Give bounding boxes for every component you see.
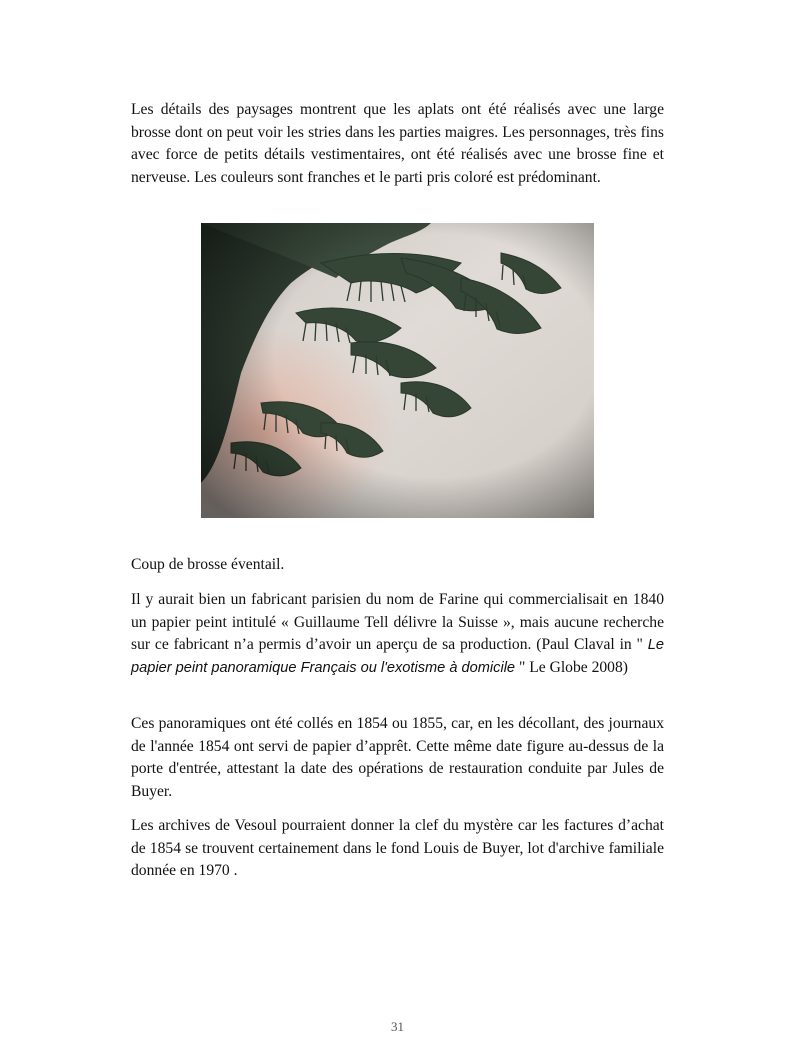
paragraph-dating-1854: Ces panoramiques ont été collés en 1854 ou 1855, car, en les décollant, des journaux de l'année 1854 ont servi de papier d’apprêt. Cette même date figure au-dessus de la porte d'entrée, attestant la date des opérations de restauration conduite par Jules de Buyer. [131, 715, 664, 800]
paragraph-farine-text-a: Il y aurait bien un fabricant parisien du nom de Farine qui commercialisait en 1840 un papier peint intitulé « Guillaume Tell délivre la Suisse », mais aucune recherche sur ce fabricant n’a permis d’avoir un aperçu de sa production. (Paul Claval in " [131, 591, 664, 653]
paragraph-farine-manufacturer [131, 589, 664, 679]
wallpaper-photo [201, 223, 594, 518]
photo-caption: Coup de brosse éventail. [131, 556, 285, 573]
paragraph-vesoul-archives: Les archives de Vesoul pourraient donner la clef du mystère car les factures d’achat de 1854 se trouvent certainement dans le fond Louis de Buyer, lot d'archive familiale donnée en 1970 . [131, 817, 664, 879]
book-title-citation: Le papier peint panoramique Français ou l'exotisme à domicile [131, 637, 664, 676]
page-number: 31 [391, 1019, 404, 1034]
paragraph-brush-details: Les détails des paysages montrent que les aplats ont été réalisés avec une large brosse dont on peut voir les stries dans les parties maigres. Les personnages, très fins avec force de petits détails vestimentaires, ont été réalisés avec une brosse fine et nerveuse. Les couleurs sont franches et le parti pris coloré est prédominant. [131, 101, 664, 186]
paragraph-farine-text-b: " Le Globe 2008) [515, 658, 628, 676]
palm-fronds-image [201, 223, 594, 518]
